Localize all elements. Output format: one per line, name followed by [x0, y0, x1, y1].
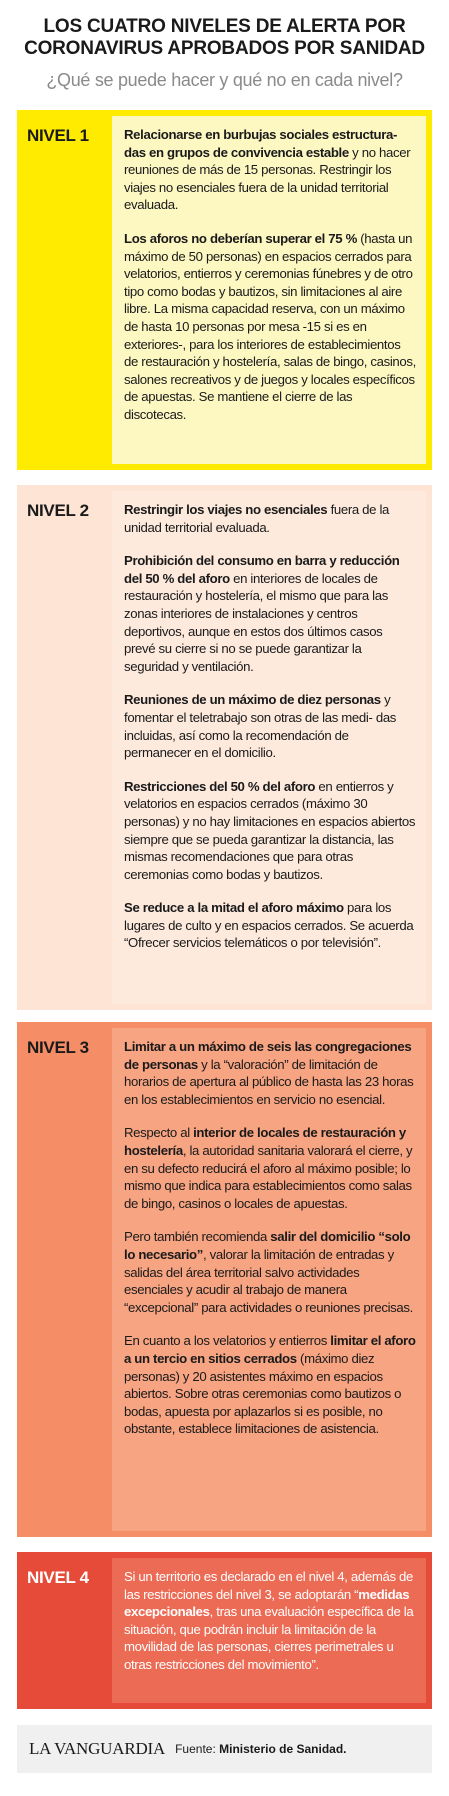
body-text: y no hacer reuniones de más de 15 personas. Restringir los viajes no esenciales fuera de la unidad territorial evaluada. — [124, 144, 411, 213]
page-subtitle: ¿Qué se puede hacer y qué no en cada nivel? — [46, 70, 403, 90]
page-title — [8, 16, 441, 60]
source-label: Fuente: — [175, 1742, 216, 1756]
level-1-panel — [17, 110, 432, 470]
body-text: y la “valoración” de limitación de horarios de apertura al público de hasta las 23 horas en los establecimientos en servicio no esencial. — [124, 1056, 414, 1107]
highlight-text: Limitar a un máximo de seis las congregaciones de personas — [124, 1039, 412, 1072]
highlight-text: Los aforos no deberían superar el 75 % — [124, 230, 357, 246]
level-2-label: NIVEL 2 — [27, 501, 89, 520]
body-text: En cuanto a los velatorios y entierros — [124, 1333, 331, 1349]
body-text: para los lugares de culto y en espacios cerrados. Se acuerda “Ofrecer servicios telemáticos o por televisión”. — [124, 900, 414, 951]
body-text: fuera de la unidad territorial evaluada. — [124, 502, 390, 535]
highlight-text: Restringir los viajes no esenciales — [124, 502, 328, 517]
level-2-paragraph — [124, 899, 416, 952]
highlight-text: limitar el aforo a un tercio en sitios cerrados — [124, 1333, 416, 1366]
body-text: (máximo diez personas) y 20 asistentes máximo en espacios abiertos. Sobre otras ceremonias como bautizos o bodas, apuesta por aplazarlos si es posible, no obstante, establece limitaciones de asistencia. — [124, 1350, 402, 1437]
level-2-paragraph — [124, 501, 416, 536]
highlight-text: Reuniones de un máximo de diez personas — [124, 692, 381, 708]
body-text: Respecto al — [124, 1125, 194, 1141]
level-1-paragraph — [124, 126, 416, 214]
level-3-paragraph — [124, 1038, 416, 1108]
level-1-label-column — [17, 110, 112, 470]
header — [0, 16, 449, 90]
level-2-label-column — [17, 485, 112, 1010]
body-text: en entierros y velatorios en espacios cerrados (máximo 30 personas) y no hay limitaciones en espacios abiertos siempre que se pueda garantizar la distancia, las mismas recomendaciones que para otras ceremonias como bodas y bautizos. — [124, 778, 416, 882]
highlight-text: Prohibición del consumo en barra y reducción del 50 % del aforo — [124, 553, 400, 586]
body-text: , valorar la limitación de entradas y salidas del área territorial salvo actividades esenciales y acudir al trabajo de manera “excepcional” para actividades o reuniones precisas. — [124, 1246, 413, 1315]
source-value: Ministerio de Sanidad. — [219, 1742, 347, 1756]
level-2-panel — [17, 485, 432, 1010]
body-text: (hasta un máximo de 50 personas) en espacios cerrados para velatorios, entierros y ceremonias fúnebres y de otro tipo como bodas y bautizos, sin limitaciones al aire libre. La misma capacidad reserva, con un máximo de hasta 10 personas por mesa -15 si es en exteriores-, para los interiores de establecimientos de restauración y hostelería, salas de bingo, casinos, salones recreativos y de juegos y locales específicos de apuestas. Se mantiene el cierre de las discotecas. — [124, 230, 416, 422]
level-1-paragraph — [124, 230, 416, 424]
title-line-2: CORONAVIRUS APROBADOS POR SANIDAD — [24, 38, 425, 59]
highlight-text: medidas excepcionales — [124, 1586, 410, 1620]
level-3-text — [112, 1028, 426, 1531]
level-3-paragraph — [124, 1332, 416, 1438]
highlight-text: Se reduce a la mitad el aforo máximo — [124, 900, 344, 916]
level-2-paragraph — [124, 691, 416, 761]
highlight-text: Relacionarse en burbujas sociales estructura- das en grupos de convivencia estable — [124, 127, 398, 160]
body-text: , la autoridad sanitaria valorará el cierre, y en su defecto reducirá el aforo al máximo posible; lo mismo que indica para establecimientos como salas de bingo, casinos o locales de apuestas. — [124, 1142, 413, 1211]
body-text: , tras una evaluación específica de la situación, que podrán incluir la limitación de la movilidad de las personas, cierres perimetrales u otras restricciones del movimiento”. — [124, 1604, 414, 1672]
body-text: y fomentar el teletrabajo son otras de las medi- das incluidas, así como la recomendación de permanecer en el domicilio. — [124, 692, 397, 761]
level-4-paragraph — [124, 1568, 416, 1674]
level-2-paragraph — [124, 552, 416, 675]
level-3-paragraph — [124, 1228, 416, 1316]
body-text: Pero también recomienda — [124, 1229, 271, 1245]
body-text: Si un territorio es declarado en el nivel 4, además de las restricciones del nivel 3, se adoptarán “ — [124, 1569, 413, 1602]
level-2-paragraph — [124, 778, 416, 884]
highlight-text: Restricciones del 50 % del aforo — [124, 778, 316, 794]
level-4-label: NIVEL 4 — [27, 1568, 89, 1587]
level-4-label-column — [17, 1552, 112, 1709]
source-note — [175, 1742, 346, 1756]
level-3-panel — [17, 1022, 432, 1537]
brand-logo: LA VANGUARDIA — [29, 1739, 166, 1758]
highlight-text: salir del domicilio “solo lo necesario” — [124, 1229, 411, 1262]
title-line-1: LOS CUATRO NIVELES DE ALERTA POR — [43, 16, 406, 37]
level-4-panel — [17, 1552, 432, 1709]
highlight-text: interior de locales de restauración y hostelería — [124, 1125, 406, 1158]
level-1-text — [112, 116, 426, 464]
level-3-label-column — [17, 1022, 112, 1537]
level-3-label: NIVEL 3 — [27, 1038, 89, 1057]
level-4-text — [112, 1558, 426, 1703]
level-1-label: NIVEL 1 — [27, 126, 89, 145]
level-2-text — [112, 491, 426, 1004]
body-text: en interiores de locales de restauración y hostelería, el mismo que para las zonas interiores de instalaciones y centros deportivos, aunque en estos dos últimos casos prevé su cierre si no se puede garantizar la seguridad y ventilación. — [124, 570, 388, 674]
level-3-paragraph — [124, 1124, 416, 1212]
footer — [17, 1725, 432, 1773]
